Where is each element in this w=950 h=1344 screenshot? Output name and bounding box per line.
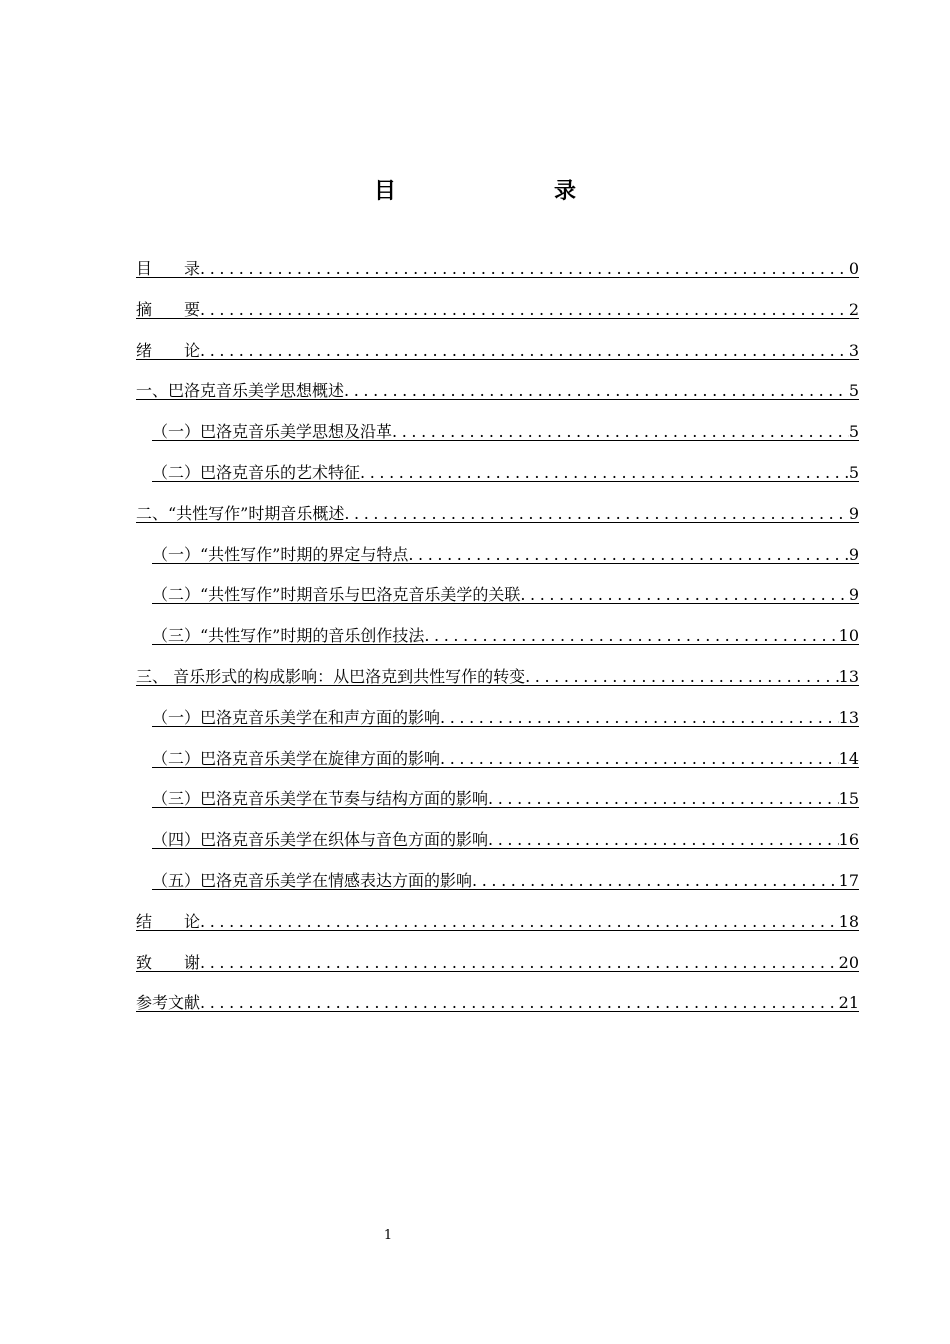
- toc-entry-page: 9: [848, 544, 859, 564]
- toc-entry-page: 14: [838, 748, 859, 768]
- toc-entry-page: 0: [848, 259, 859, 278]
- table-of-contents: [136, 256, 859, 1031]
- toc-entry-chapter-3[interactable]: [136, 664, 859, 705]
- toc-entry-conclusion[interactable]: [136, 909, 859, 950]
- toc-entry-contents[interactable]: [136, 256, 859, 297]
- toc-entry-page: 2: [848, 299, 859, 319]
- toc-entry-page: 3: [848, 340, 859, 360]
- toc-entry-section-2-2[interactable]: [136, 582, 859, 623]
- toc-leader-dots: [488, 830, 839, 849]
- toc-entry-label: 三、 音乐形式的构成影响：从巴洛克到共性写作的转变: [136, 666, 526, 686]
- toc-leader-dots: [472, 871, 839, 890]
- toc-leader-dots: [200, 993, 839, 1012]
- toc-leader-dots: [525, 667, 839, 686]
- toc-entry-page: 13: [838, 666, 859, 686]
- toc-entry-label: 参考文献: [136, 993, 201, 1013]
- toc-entry-section-3-5[interactable]: [136, 868, 859, 909]
- toc-entry-page: 18: [838, 911, 859, 931]
- toc-entry-label: 绪 论: [136, 340, 201, 360]
- toc-entry-abstract[interactable]: [136, 297, 859, 338]
- toc-entry-label: （一）巴洛克音乐美学在和声方面的影响: [152, 707, 441, 727]
- toc-entry-section-3-2[interactable]: [136, 746, 859, 787]
- toc-entry-page: 5: [848, 381, 859, 401]
- toc-entry-label: （三）“共性写作”时期的音乐创作技法: [152, 626, 425, 646]
- toc-entry-section-3-1[interactable]: [136, 705, 859, 746]
- page-title: 目 录: [373, 178, 614, 204]
- toc-entry-chapter-1[interactable]: [136, 378, 859, 419]
- toc-entry-label: 致 谢: [136, 952, 201, 972]
- toc-leader-dots: [520, 585, 848, 604]
- toc-entry-label: 一、巴洛克音乐美学思想概述: [136, 381, 345, 401]
- toc-entry-page: 13: [838, 707, 859, 727]
- toc-leader-dots: [200, 259, 849, 278]
- toc-entry-label: 结 论: [136, 911, 201, 931]
- toc-entry-page: 9: [848, 503, 859, 523]
- toc-entry-label: 摘 要: [136, 299, 201, 319]
- toc-leader-dots: [344, 504, 848, 523]
- toc-entry-references[interactable]: [136, 990, 859, 1031]
- toc-entry-label: 二、“共性写作”时期音乐概述: [136, 503, 345, 523]
- toc-entry-page: 9: [848, 585, 859, 605]
- toc-entry-section-1-2[interactable]: [136, 460, 859, 501]
- toc-entry-page: 21: [838, 993, 859, 1013]
- toc-leader-dots: [200, 953, 839, 972]
- toc-entry-section-3-4[interactable]: [136, 827, 859, 868]
- toc-leader-dots: [344, 381, 849, 400]
- toc-leader-dots: [424, 626, 838, 645]
- toc-entry-label: （一）巴洛克音乐美学思想及沿革: [152, 422, 393, 442]
- toc-entry-label: 目 录: [136, 259, 201, 278]
- toc-entry-section-2-3[interactable]: [136, 623, 859, 664]
- toc-entry-page: 10: [838, 626, 859, 646]
- toc-entry-label: （三）巴洛克音乐美学在节奏与结构方面的影响: [152, 789, 489, 809]
- toc-entry-page: 15: [838, 789, 859, 809]
- toc-entry-chapter-2[interactable]: [136, 501, 859, 542]
- toc-entry-acknowledgements[interactable]: [136, 950, 859, 991]
- page-number: 1: [383, 1228, 393, 1243]
- toc-entry-page: 5: [848, 422, 859, 442]
- toc-entry-label: （四）巴洛克音乐美学在织体与音色方面的影响: [152, 830, 489, 850]
- toc-leader-dots: [408, 545, 848, 564]
- toc-entry-label: （五）巴洛克音乐美学在情感表达方面的影响: [152, 870, 473, 890]
- toc-entry-page: 20: [838, 952, 859, 972]
- toc-entry-page: 5: [848, 462, 859, 482]
- toc-leader-dots: [440, 749, 839, 768]
- toc-entry-label: （二）巴洛克音乐美学在旋律方面的影响: [152, 748, 441, 768]
- toc-leader-dots: [200, 341, 849, 360]
- toc-entry-label: （二）巴洛克音乐的艺术特征: [152, 462, 361, 482]
- toc-entry-page: 16: [838, 830, 859, 850]
- toc-entry-section-1-1[interactable]: [136, 419, 859, 460]
- toc-leader-dots: [440, 708, 839, 727]
- toc-entry-label: （二）“共性写作”时期音乐与巴洛克音乐美学的关联: [152, 585, 521, 605]
- toc-leader-dots: [200, 912, 839, 931]
- toc-entry-label: （一）“共性写作”时期的界定与特点: [152, 544, 409, 564]
- toc-leader-dots: [200, 300, 849, 319]
- toc-entry-page: 17: [838, 870, 859, 890]
- toc-entry-section-3-3[interactable]: [136, 786, 859, 827]
- toc-leader-dots: [488, 789, 839, 808]
- toc-entry-introduction[interactable]: [136, 338, 859, 379]
- toc-leader-dots: [392, 422, 849, 441]
- toc-entry-section-2-1[interactable]: [136, 542, 859, 583]
- toc-leader-dots: [360, 463, 849, 482]
